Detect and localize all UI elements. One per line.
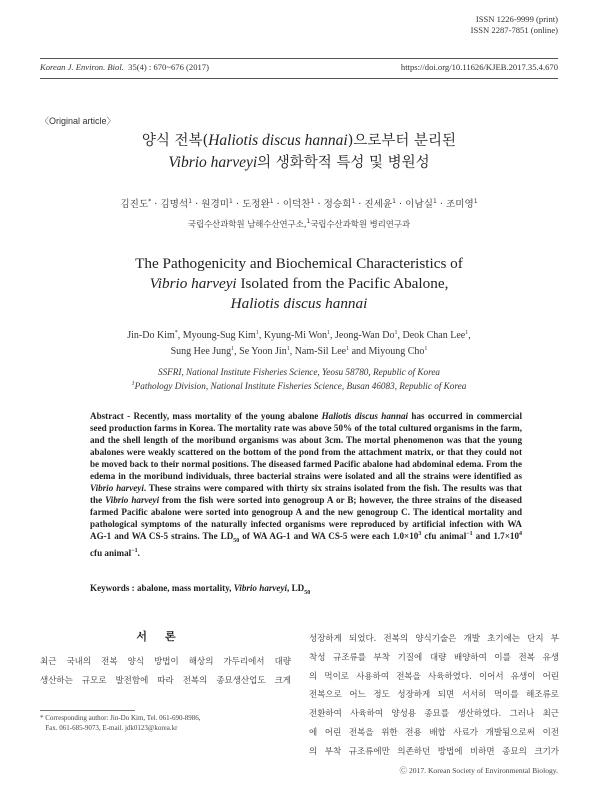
copyright: Ⓒ 2017. Korean Society of Environmental Biology. [399,766,558,775]
author-name: 김진도 [120,199,149,210]
author-name: Sung Hee Jung [170,346,232,357]
author-name: Se Yoon Jin [239,346,287,357]
korean-title-line-1 [40,131,558,151]
author-name: 이남실 [405,199,433,210]
author [239,346,290,357]
author-name: 이덕찬 [282,199,311,210]
author-separator: and [349,346,369,357]
body-right-column [309,630,559,762]
author-name: Kyung-Mi Won [263,330,327,341]
author-mark: 1 [432,198,437,205]
author [283,199,315,210]
affiliation-text: 국립수산과학원 남해수산연구소, [187,219,307,229]
abstract-text: . These strains were compared with thirty six strains isolated from the fish. The results was that the [90,483,522,506]
author-mark: 1 [286,346,290,352]
abstract-text: of WA AG-1 and WA CS-5 were each 1.0×10 [239,531,419,542]
abstract-text: has occurred in commercial seed production farms in Korea. The mortality rate was above 50% of the total cultured organisms in the farm, and the shell length of the moribund organisms was about 3cm. The mortal phenomenon was that the young abalones were weakly scattered on the bottom of the pond from the attachment matrix, or that they could not be moved back to their normal positions. The diseased farmed Pacific abalone had abdominal edema. From the edema in the moribund individuals, three bacterial strains were isolated and all the strains were identified as [90,411,522,482]
body-text-line: 전복으로 어느 정도 성장하게 되면 서서히 먹이를 해조류로 [309,690,559,701]
superscript: 3 [418,531,422,538]
english-authors-line-1 [40,328,558,344]
keywords-label: Keywords : [90,583,137,593]
author-mark: 1 [228,198,233,205]
author [324,199,356,210]
affiliation-2 [40,379,558,393]
author-name: 조미영 [445,199,474,210]
affiliation-text: 국립수산과학원 병리연구과 [310,219,411,229]
affiliation-1: SSFRI, National Institute Fisheries Science, Yeosu 58780, Republic of Korea [157,367,441,377]
author [446,199,478,210]
footnote [40,713,201,733]
author [183,330,259,341]
english-title-text: Isolated from the Pacific Abalone, [236,275,449,292]
issn-online: ISSN 2287-7851 (online) [470,25,558,35]
species-name: Vibrio harveyi [149,275,237,292]
author-separator: , [289,346,295,357]
korean-title-text: 양식 전복( [141,133,209,149]
issn-block [471,14,558,36]
author-separator: · [192,199,202,210]
english-authors-line-2 [40,344,558,360]
species-name: Vibrio harveyi [105,495,160,506]
subscript: 50 [304,589,311,596]
author-mark: 1 [465,330,469,336]
footnote-line-1: * Corresponding author: Jin-Do Kim, Tel. 061-690-8986, [40,714,201,722]
journal-citation [40,62,209,72]
author [201,199,233,210]
author-separator: , [258,330,264,341]
body-text-line: 생산하는 규모로 발전함에 따라 전복의 종묘생산업도 크게 [40,675,291,686]
species-name: Vibrio harveyi [233,583,288,593]
author [335,330,397,341]
superscript: −1 [131,548,138,555]
english-affiliations [40,365,558,393]
korean-title-text: 의 생화학적 특성 및 병원성 [257,155,430,171]
korean-title [40,131,558,173]
affiliation-mark: 1 [306,218,311,225]
author-name: 김명석 [160,199,189,210]
footnote-rule [40,710,135,711]
author [171,346,235,357]
author-separator: · [151,199,161,210]
author-separator: , [234,346,240,357]
author-separator: · [273,199,283,210]
abstract-text: and 1.7×10 [472,531,519,542]
species-name: Vibrio harveyi [168,154,258,171]
body-left-column [40,653,291,691]
abstract-dash: - [123,411,134,421]
body-text-line: 의 부착 규조류에만 의존하던 방법에 비하면 종묘의 크기가 [309,746,559,757]
author-separator: · [436,199,446,210]
author [364,199,396,210]
author-mark: 1 [255,330,259,336]
author-name: Miyoung Cho [368,346,425,357]
author-mark: 1 [231,346,235,352]
keywords-text: abalone, mass mortality, [136,583,234,593]
keywords-text: , LD [287,583,305,593]
body-text-line: 의 먹이로 사용하여 전복을 사육하였다. 이어서 유생이 어린 [309,671,559,682]
author-mark: 1 [269,198,274,205]
header-bottom-rule [40,78,558,79]
author-name: 도정완 [241,199,270,210]
author-name: Deok Chan Lee [402,330,466,341]
superscript: 4 [519,531,522,538]
author-mark: * [174,330,178,336]
abstract-text: Recently, mass mortality of the young abalone [133,411,322,421]
author-separator: , [397,330,403,341]
author [405,199,437,210]
author-name: 진세윤 [364,199,393,210]
body-text-line: 전환하여 사육하여 양성용 종묘를 생산하였다. 그러나 최근 [309,709,559,720]
species-name: Haliotis discus hannai [321,411,409,421]
article-type: 〈Original article〉 [40,116,116,126]
body-text-line: 착성 규조류를 부착 기질에 대량 배양하여 이를 전복 유생 [309,652,559,663]
author [160,199,192,210]
author-mark: 1 [473,198,478,205]
abstract [90,410,522,559]
author-separator: , [330,330,335,341]
header-top-rule [40,58,558,59]
author-mark: 1 [392,198,396,205]
issn-print: ISSN 1226-9999 (print) [475,14,558,24]
subscript: 50 [233,538,240,545]
author-mark: 1 [188,198,193,205]
superscript: −1 [466,531,473,538]
author-mark: * [148,198,152,205]
author-mark: 1 [327,330,330,336]
author-mark: 1 [424,346,428,352]
journal-volume: 35(4) : 670~676 (2017) [123,62,209,72]
korean-authors [40,196,558,210]
korean-affiliation [40,218,558,230]
korean-title-line-2 [40,153,558,173]
author-name: 원경미 [201,199,229,210]
author-name: Myoung-Sug Kim [182,330,256,341]
author [264,330,330,341]
english-title-line-1: The Pathogenicity and Biochemical Characteristics of [135,255,463,272]
author-name: 정승희 [323,199,352,210]
abstract-text: . [137,548,140,559]
author [402,330,468,341]
author-mark: 1 [351,198,356,205]
korean-title-text: )으로부터 분리된 [347,133,457,149]
english-title [40,254,558,314]
abstract-label: Abstract [90,411,124,421]
keywords [90,583,522,596]
abstract-text: cfu animal [421,531,467,542]
author-name: Jin-Do Kim [127,330,175,341]
section-title: 서론 [136,630,194,643]
author-mark: 1 [394,330,398,336]
author-separator: , [177,330,183,341]
abstract-text: cfu animal [90,548,132,559]
journal-name: Korean J. Environ. Biol. [40,62,124,72]
body-text-line: 최근 국내의 전복 양식 방법이 해상의 가두리에서 대량 [40,657,291,667]
affiliation-text: Pathology Division, National Institute Fisheries Science, Busan 46083, Republic of Korea [134,381,467,391]
author-mark: 1 [346,346,350,352]
abstract-text: from the fish were sorted into genogroup A or B; however, the three strains of the diseased farmed Pacific abalone were sorted into genogroup A and the new genogroup C. The identical mortality and pathological symptoms of the naturally infected organisms were reproduced by artificial infection with WA AG-1 and WA CS-5 strains. The LD [90,495,522,542]
author-name: Nam-Sil Lee [294,346,347,357]
doi-link[interactable]: https://doi.org/10.11626/KJEB.2017.35.4.670 [400,62,558,72]
body-text-line: 에 어린 전복을 위한 전용 배합 사료가 개발됨으로써 이전 [309,727,559,738]
author-separator: · [396,199,406,210]
author [127,330,178,341]
english-title-line-3 [40,294,558,314]
body-text-line: 성장하게 되었다. 전복의 양식기술은 개발 초기에는 단지 부 [309,634,559,644]
author [295,346,349,357]
author-name: Jeong-Wan Do [335,330,395,341]
author-mark: 1 [310,198,315,205]
footnote-line-2: Fax. 061-685-9073, E-mail. jdk0123@korea.kr [40,724,178,732]
english-authors [40,328,558,360]
species-name: Haliotis discus hannai [208,132,348,149]
author [369,346,428,357]
species-name: Haliotis discus hannai [230,295,368,312]
author [120,199,151,210]
author-separator: · [314,199,324,210]
author-separator: , [468,330,471,341]
author [242,199,274,210]
affiliation-mark: 1 [131,381,135,387]
author-separator: · [232,199,242,210]
english-title-line-2 [40,274,558,294]
running-header [40,62,558,76]
author-separator: · [355,199,365,210]
species-name: Vibrio harveyi [90,483,144,494]
